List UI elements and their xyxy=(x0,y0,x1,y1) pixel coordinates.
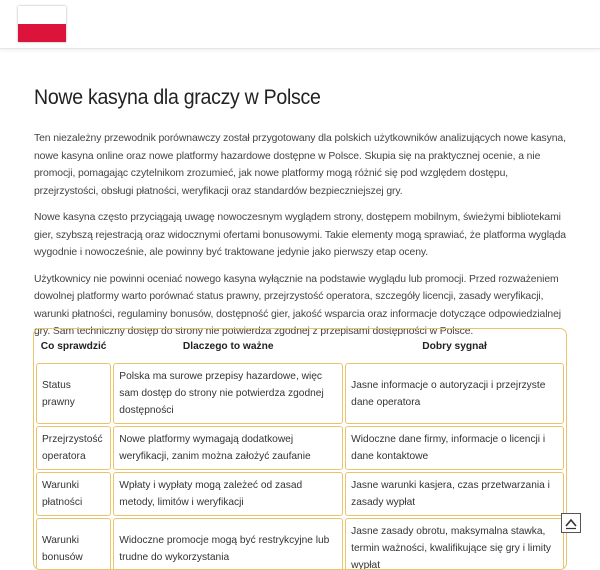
table-cell: Widoczne dane firmy, informacje o licencji i dane kontaktowe xyxy=(345,426,564,470)
comparison-table xyxy=(33,328,567,570)
table-row xyxy=(36,426,564,470)
table-cell: Przejrzystość operatora xyxy=(36,426,111,470)
table-cell: Jasne warunki kasjera, czas przetwarzania i zasady wypłat xyxy=(345,472,564,516)
table-cell: Jasne zasady obrotu, maksymalna stawka, termin ważności, kwalifikujące się gry i limity wypłat xyxy=(345,518,564,570)
table-cell: Widoczne promocje mogą być restrykcyjne lub trudne do wykorzystania xyxy=(113,518,343,570)
table-row xyxy=(36,363,564,424)
table-row xyxy=(36,472,564,516)
table-cell: Polska ma surowe przepisy hazardowe, więc sam dostęp do strony nie potwierdza zgodnej dostępności xyxy=(113,363,343,424)
intro-paragraph: Ten niezależny przewodnik porównawczy został przygotowany dla polskich użytkowników analizujących nowe kasyna, nowe kasyna online oraz nowe platformy hazardowe dostępne w Polsce. Skupia się na praktycznej ocenie, a nie promocji, pomagając czytelnikom zrozumieć, jak nowe platformy mogą różnić się pod względem dostępu, przejrzystości, obsługi płatności, weryfikacji oraz standardów bezpieczniejszej gry. xyxy=(34,133,566,197)
poland-flag-logo[interactable] xyxy=(18,6,66,42)
article xyxy=(34,86,566,341)
flag-red-stripe xyxy=(18,24,66,42)
paragraph-3: Użytkownicy nie powinni oceniać nowego kasyna wyłącznie na podstawie wyglądu lub promocji. Przed rozważeniem dowolnej platformy warto porównać status prawny, przejrzystość operatora, szczegóły licencji, zasady weryfikacji, warunki płatności, regulaminy bonusów, dostępność gier, jakość wsparcia oraz informacje dotyczące odpowiedzialnej gry. Sam techniczny dostęp do strony nie potwierdza zgodnej z przepisami dostępności w Polsce. xyxy=(34,273,561,337)
table-cell: Warunki płatności xyxy=(36,472,111,516)
site-header xyxy=(0,0,600,49)
table-cell: Nowe platformy wymagają dodatkowej weryfikacji, zanim można założyć zaufanie xyxy=(113,426,343,470)
table-cell: Warunki bonusów xyxy=(36,518,111,570)
paragraph-2: Nowe kasyna często przyciągają uwagę nowoczesnym wyglądem strony, dostępem mobilnym, świeżymi bibliotekami gier, szybszą rejestracją oraz widocznymi ofertami bonusowymi. Takie elementy mogą sprawiać, że platforma wygląda wygodnie i nowocześnie, ale powinny być traktowane jedynie jako pierwszy etap oceny. xyxy=(34,212,566,258)
flag-white-stripe xyxy=(18,6,66,24)
column-header: Dlaczego to ważne xyxy=(182,340,274,352)
table-cell: Status prawny xyxy=(36,363,111,424)
table-header-row xyxy=(36,331,564,361)
table-cell: Jasne informacje o autoryzacji i przejrzyste dane operatora xyxy=(345,363,564,424)
table-cell: Wpłaty i wypłaty mogą zależeć od zasad metody, limitów i weryfikacji xyxy=(113,472,343,516)
scroll-to-top-button[interactable] xyxy=(561,513,581,533)
column-header: Co sprawdzić xyxy=(40,340,107,352)
table-row xyxy=(36,518,564,570)
column-header: Dobry sygnał xyxy=(422,340,487,352)
page-title: Nowe kasyna dla graczy w Polsce xyxy=(34,86,321,109)
chevron-up-icon xyxy=(564,516,578,530)
